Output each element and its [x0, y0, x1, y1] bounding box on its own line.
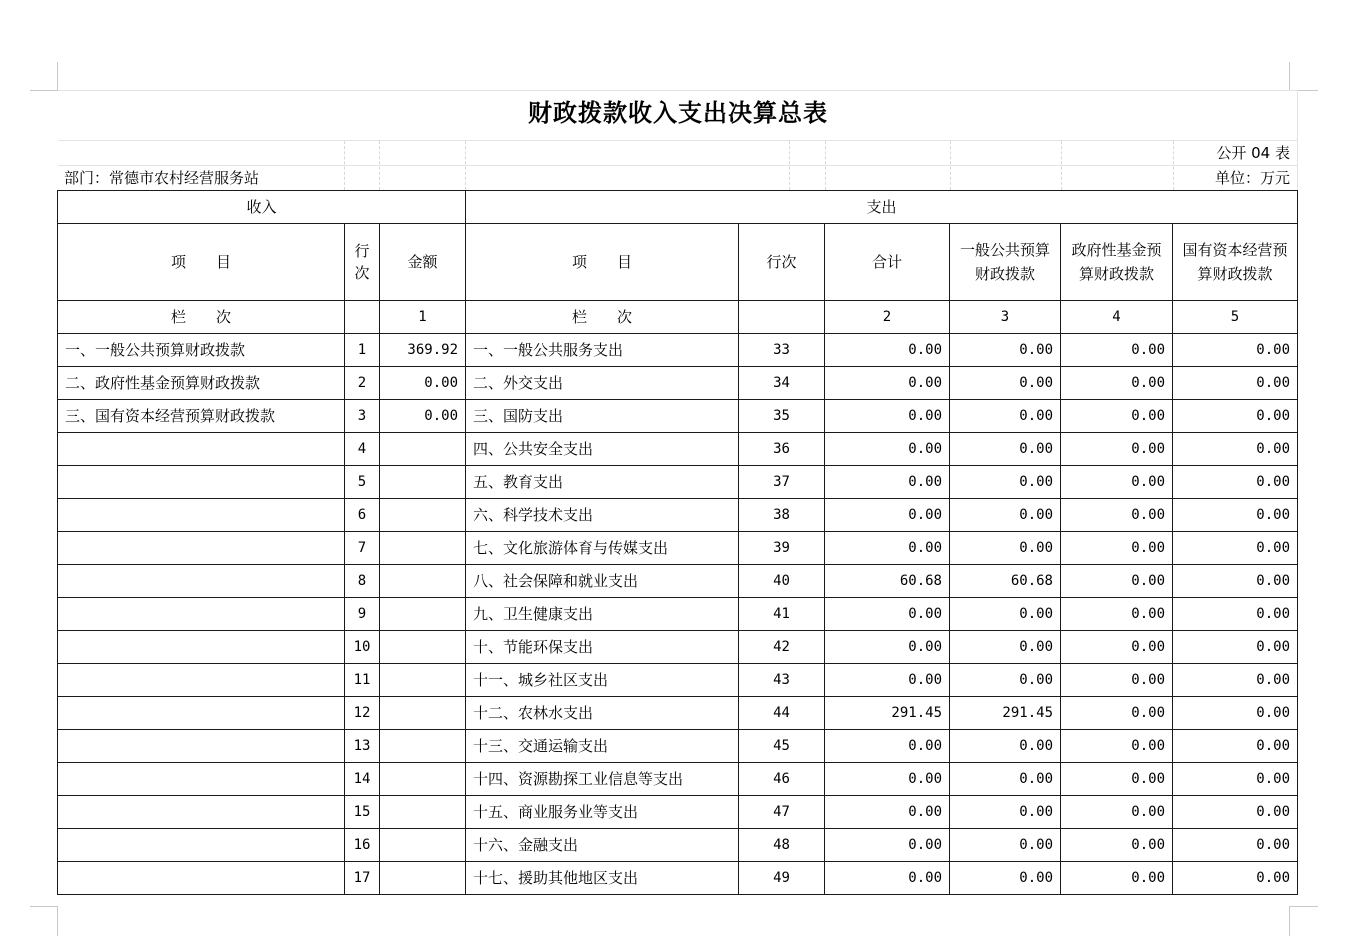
income-item-cell	[58, 499, 345, 532]
income-amount-cell: 369.92	[380, 334, 466, 367]
income-item-cell	[58, 466, 345, 499]
gov-fund-cell: 0.00	[1061, 862, 1173, 895]
total-cell: 0.00	[825, 730, 950, 763]
income-row-no-cell: 17	[345, 862, 380, 895]
department-label: 部门：常德市农村经营服务站	[64, 169, 260, 187]
column-header-row	[58, 224, 1298, 301]
total-cell: 0.00	[825, 763, 950, 796]
total-cell: 0.00	[825, 598, 950, 631]
income-amount-cell: 0.00	[380, 367, 466, 400]
income-lanci-label: 栏 次	[58, 301, 345, 334]
total-cell: 0.00	[825, 532, 950, 565]
state-capital-cell: 0.00	[1173, 763, 1298, 796]
table-row	[58, 532, 1298, 565]
table-row	[58, 400, 1298, 433]
income-row-no-cell: 2	[345, 367, 380, 400]
general-budget-cell: 0.00	[950, 763, 1061, 796]
expense-row-no-cell: 34	[739, 367, 825, 400]
income-amount-cell	[380, 631, 466, 664]
income-row-no-cell: 1	[345, 334, 380, 367]
expense-row-no-cell: 35	[739, 400, 825, 433]
income-row-no-cell: 5	[345, 466, 380, 499]
guide-line	[344, 141, 345, 190]
expense-row-no-cell: 46	[739, 763, 825, 796]
table-row	[58, 796, 1298, 829]
guide-line	[465, 141, 466, 190]
general-budget-cell: 0.00	[950, 796, 1061, 829]
col-index-3: 3	[950, 301, 1061, 334]
income-item-cell	[58, 631, 345, 664]
col-index-4: 4	[1061, 301, 1173, 334]
state-capital-cell: 0.00	[1173, 730, 1298, 763]
expense-item-cell: 十六、金融支出	[466, 829, 739, 862]
page-title: 财政拨款收入支出决算总表	[528, 98, 828, 127]
state-capital-cell: 0.00	[1173, 697, 1298, 730]
table-row	[58, 631, 1298, 664]
table-row	[58, 598, 1298, 631]
income-amount-cell: 0.00	[380, 400, 466, 433]
state-capital-cell: 0.00	[1173, 433, 1298, 466]
table-row	[58, 367, 1298, 400]
income-item-cell	[58, 697, 345, 730]
expense-item-cell: 十三、交通运输支出	[466, 730, 739, 763]
total-cell: 0.00	[825, 664, 950, 697]
total-cell: 0.00	[825, 334, 950, 367]
table-row	[58, 565, 1298, 598]
income-item-cell	[58, 433, 345, 466]
general-budget-cell: 0.00	[950, 730, 1061, 763]
gov-fund-cell: 0.00	[1061, 697, 1173, 730]
income-item-cell	[58, 565, 345, 598]
income-item-cell: 二、政府性基金预算财政拨款	[58, 367, 345, 400]
state-capital-cell: 0.00	[1173, 334, 1298, 367]
income-row-no-cell: 3	[345, 400, 380, 433]
table-row	[58, 862, 1298, 895]
crop-mark-top-right-v	[1289, 62, 1290, 90]
expense-item-cell: 七、文化旅游体育与传媒支出	[466, 532, 739, 565]
expense-row-no-cell: 39	[739, 532, 825, 565]
guide-line	[58, 90, 1298, 91]
income-amount-cell	[380, 466, 466, 499]
expense-row-no-cell: 42	[739, 631, 825, 664]
guide-line	[58, 165, 1298, 166]
general-budget-cell: 0.00	[950, 400, 1061, 433]
gov-fund-cell: 0.00	[1061, 631, 1173, 664]
general-budget-cell: 0.00	[950, 433, 1061, 466]
table-row	[58, 334, 1298, 367]
expense-item-cell: 八、社会保障和就业支出	[466, 565, 739, 598]
unit-label: 单位：万元	[1214, 169, 1290, 187]
income-amount-cell	[380, 829, 466, 862]
income-item-cell: 三、国有资本经营预算财政拨款	[58, 400, 345, 433]
crop-mark-bottom-left-h	[30, 906, 58, 907]
state-capital-cell: 0.00	[1173, 466, 1298, 499]
gov-fund-cell: 0.00	[1061, 400, 1173, 433]
crop-mark-top-left-v	[57, 62, 58, 90]
income-row-no-cell: 10	[345, 631, 380, 664]
state-capital-header: 国有资本经营预算财政拨款	[1173, 224, 1298, 301]
income-row-no-cell: 15	[345, 796, 380, 829]
total-cell: 60.68	[825, 565, 950, 598]
income-item-cell	[58, 598, 345, 631]
expense-item-cell: 五、教育支出	[466, 466, 739, 499]
expense-item-cell: 十七、援助其他地区支出	[466, 862, 739, 895]
expense-row-no-header: 行次	[739, 224, 825, 301]
total-cell: 0.00	[825, 796, 950, 829]
table-row	[58, 499, 1298, 532]
crop-mark-bottom-right-v	[1289, 906, 1290, 936]
income-row-no-cell: 12	[345, 697, 380, 730]
state-capital-cell: 0.00	[1173, 598, 1298, 631]
state-capital-cell: 0.00	[1173, 664, 1298, 697]
form-number: 公开 04 表	[1216, 144, 1290, 162]
state-capital-cell: 0.00	[1173, 796, 1298, 829]
expense-row-no-cell: 43	[739, 664, 825, 697]
total-header: 合计	[825, 224, 950, 301]
expense-item-header: 项 目	[466, 224, 739, 301]
income-item-cell	[58, 862, 345, 895]
expense-item-cell: 十一、城乡社区支出	[466, 664, 739, 697]
general-budget-cell: 0.00	[950, 367, 1061, 400]
guide-line	[58, 140, 1298, 141]
expense-row-no-cell: 33	[739, 334, 825, 367]
expense-row-no-cell: 44	[739, 697, 825, 730]
expense-item-cell: 十五、商业服务业等支出	[466, 796, 739, 829]
expense-row-no-cell: 41	[739, 598, 825, 631]
total-cell: 0.00	[825, 631, 950, 664]
general-budget-cell: 0.00	[950, 466, 1061, 499]
gov-fund-header: 政府性基金预算财政拨款	[1061, 224, 1173, 301]
expense-row-no-cell: 38	[739, 499, 825, 532]
income-row-no-cell: 4	[345, 433, 380, 466]
general-budget-cell: 0.00	[950, 862, 1061, 895]
expense-row-no-cell: 49	[739, 862, 825, 895]
general-budget-cell: 0.00	[950, 532, 1061, 565]
gov-fund-cell: 0.00	[1061, 829, 1173, 862]
income-amount-cell	[380, 796, 466, 829]
income-amount-cell	[380, 763, 466, 796]
total-cell: 0.00	[825, 862, 950, 895]
total-cell: 0.00	[825, 433, 950, 466]
income-amount-cell	[380, 598, 466, 631]
general-budget-cell: 0.00	[950, 499, 1061, 532]
income-row-no-cell: 7	[345, 532, 380, 565]
income-row-no-cell: 14	[345, 763, 380, 796]
col-index-2: 2	[825, 301, 950, 334]
income-item-cell	[58, 730, 345, 763]
expense-row-no-cell: 40	[739, 565, 825, 598]
income-row-no-cell: 13	[345, 730, 380, 763]
guide-line	[825, 141, 826, 190]
crop-mark-bottom-right-h	[1290, 906, 1318, 907]
general-budget-cell: 0.00	[950, 334, 1061, 367]
gov-fund-cell: 0.00	[1061, 730, 1173, 763]
income-amount-cell	[380, 499, 466, 532]
gov-fund-cell: 0.00	[1061, 763, 1173, 796]
expense-row-no-cell: 48	[739, 829, 825, 862]
income-item-cell	[58, 829, 345, 862]
gov-fund-cell: 0.00	[1061, 565, 1173, 598]
general-budget-cell: 291.45	[950, 697, 1061, 730]
crop-mark-top-left-h	[30, 90, 58, 91]
income-item-header: 项 目	[58, 224, 345, 301]
income-item-cell	[58, 664, 345, 697]
expense-item-cell: 二、外交支出	[466, 367, 739, 400]
guide-line	[1061, 141, 1062, 190]
income-amount-cell	[380, 565, 466, 598]
state-capital-cell: 0.00	[1173, 829, 1298, 862]
guide-line	[950, 141, 951, 190]
expense-item-cell: 九、卫生健康支出	[466, 598, 739, 631]
income-item-cell	[58, 763, 345, 796]
state-capital-cell: 0.00	[1173, 862, 1298, 895]
general-budget-cell: 0.00	[950, 598, 1061, 631]
state-capital-cell: 0.00	[1173, 532, 1298, 565]
gov-fund-cell: 0.00	[1061, 664, 1173, 697]
table-row	[58, 697, 1298, 730]
section-header-row	[58, 191, 1298, 224]
gov-fund-cell: 0.00	[1061, 499, 1173, 532]
table-row	[58, 763, 1298, 796]
income-amount-cell	[380, 862, 466, 895]
income-row-no-header: 行 次	[345, 224, 380, 301]
expense-lanci-label: 栏 次	[466, 301, 739, 334]
expense-item-cell: 三、国防支出	[466, 400, 739, 433]
total-cell: 0.00	[825, 466, 950, 499]
total-cell: 0.00	[825, 400, 950, 433]
column-index-row	[58, 301, 1298, 334]
empty-cell	[739, 301, 825, 334]
empty-cell	[345, 301, 380, 334]
total-cell: 0.00	[825, 367, 950, 400]
expense-item-cell: 十二、农林水支出	[466, 697, 739, 730]
income-amount-cell	[380, 730, 466, 763]
guide-line	[1173, 141, 1174, 190]
expense-item-cell: 十、节能环保支出	[466, 631, 739, 664]
income-amount-cell	[380, 532, 466, 565]
income-item-cell: 一、一般公共预算财政拨款	[58, 334, 345, 367]
budget-summary-table	[57, 190, 1298, 895]
table-row	[58, 730, 1298, 763]
gov-fund-cell: 0.00	[1061, 367, 1173, 400]
state-capital-cell: 0.00	[1173, 565, 1298, 598]
income-row-no-cell: 11	[345, 664, 380, 697]
guide-line	[789, 141, 790, 190]
general-budget-cell: 0.00	[950, 664, 1061, 697]
total-cell: 0.00	[825, 829, 950, 862]
col-index-5: 5	[1173, 301, 1298, 334]
table-row	[58, 466, 1298, 499]
total-cell: 291.45	[825, 697, 950, 730]
income-item-cell	[58, 532, 345, 565]
income-amount-cell	[380, 697, 466, 730]
state-capital-cell: 0.00	[1173, 367, 1298, 400]
general-budget-cell: 0.00	[950, 631, 1061, 664]
table-row	[58, 829, 1298, 862]
table-row	[58, 433, 1298, 466]
expense-item-cell: 六、科学技术支出	[466, 499, 739, 532]
state-capital-cell: 0.00	[1173, 400, 1298, 433]
general-budget-cell: 0.00	[950, 829, 1061, 862]
expense-row-no-cell: 45	[739, 730, 825, 763]
income-amount-cell	[380, 664, 466, 697]
gov-fund-cell: 0.00	[1061, 466, 1173, 499]
expense-item-cell: 四、公共安全支出	[466, 433, 739, 466]
gov-fund-cell: 0.00	[1061, 598, 1173, 631]
expense-item-cell: 十四、资源勘探工业信息等支出	[466, 763, 739, 796]
income-row-no-cell: 8	[345, 565, 380, 598]
general-budget-header: 一般公共预算财政拨款	[950, 224, 1061, 301]
income-row-no-cell: 9	[345, 598, 380, 631]
expense-row-no-cell: 47	[739, 796, 825, 829]
gov-fund-cell: 0.00	[1061, 532, 1173, 565]
expense-section-header: 支出	[466, 191, 1298, 224]
col-index-1: 1	[380, 301, 466, 334]
crop-mark-bottom-left-v	[57, 906, 58, 936]
income-amount-cell	[380, 433, 466, 466]
gov-fund-cell: 0.00	[1061, 334, 1173, 367]
income-row-no-cell: 6	[345, 499, 380, 532]
state-capital-cell: 0.00	[1173, 631, 1298, 664]
income-item-cell	[58, 796, 345, 829]
total-cell: 0.00	[825, 499, 950, 532]
general-budget-cell: 60.68	[950, 565, 1061, 598]
income-row-no-cell: 16	[345, 829, 380, 862]
guide-line	[379, 141, 380, 190]
gov-fund-cell: 0.00	[1061, 433, 1173, 466]
expense-row-no-cell: 37	[739, 466, 825, 499]
gov-fund-cell: 0.00	[1061, 796, 1173, 829]
table-row	[58, 664, 1298, 697]
income-amount-header: 金额	[380, 224, 466, 301]
income-section-header: 收入	[58, 191, 466, 224]
expense-row-no-cell: 36	[739, 433, 825, 466]
expense-item-cell: 一、一般公共服务支出	[466, 334, 739, 367]
state-capital-cell: 0.00	[1173, 499, 1298, 532]
